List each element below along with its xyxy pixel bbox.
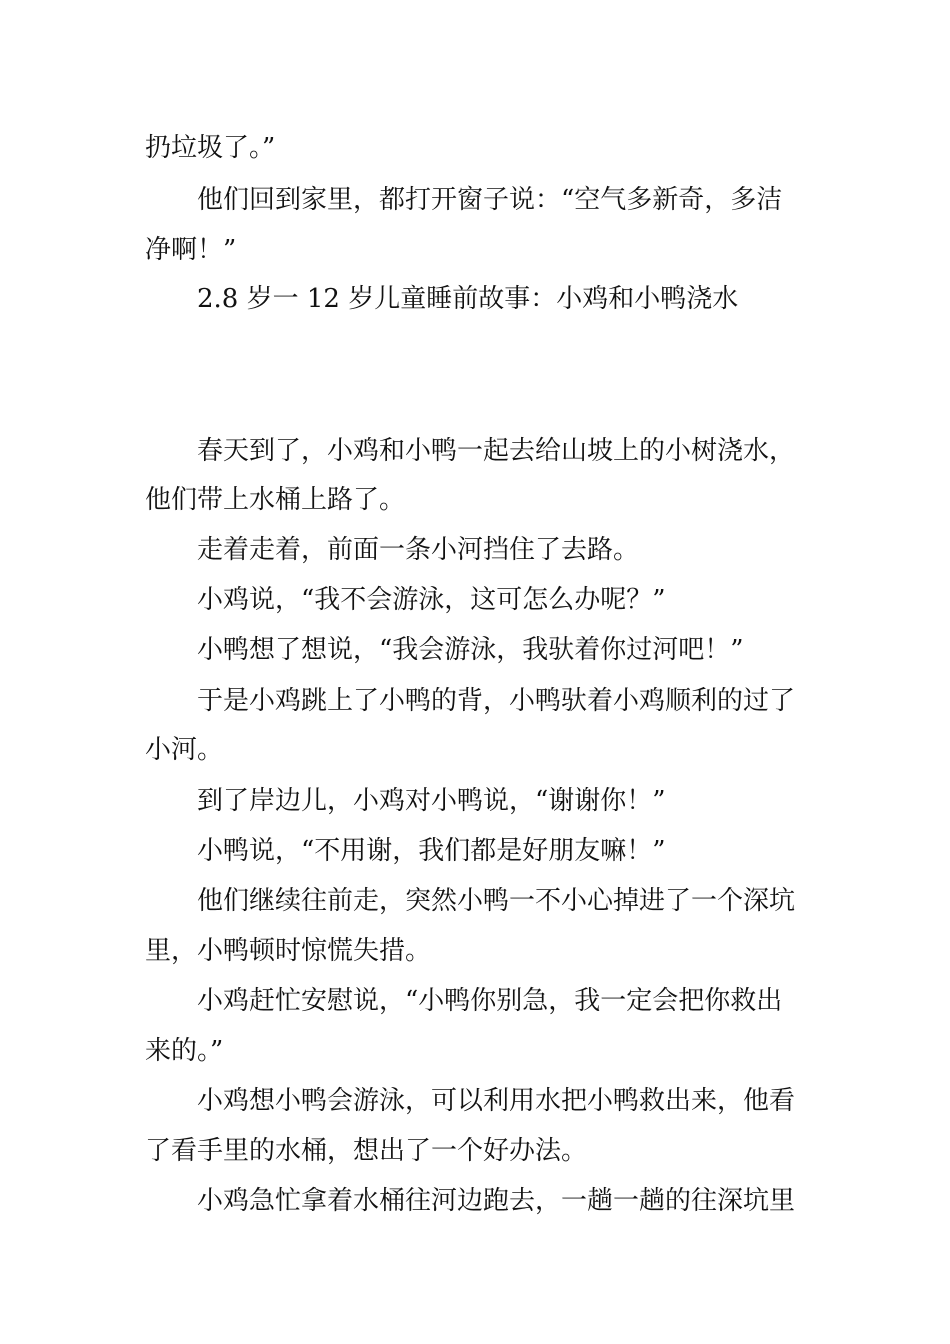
- text-line: 小鸡想小鸭会游泳，可以利用水把小鸭救出来，他看: [197, 1086, 796, 1116]
- text-line: 来的。”: [145, 1036, 224, 1066]
- text-line: 小鸡急忙拿着水桶往河边跑去，一趟一趟的往深坑里: [197, 1186, 796, 1216]
- text-line: 他们继续往前走，突然小鸭一不小心掉进了一个深坑: [197, 886, 796, 916]
- text-line: 小鸡赶忙安慰说，“小鸭你别急，我一定会把你救出: [197, 986, 783, 1016]
- text-line: 到了岸边儿，小鸡对小鸭说，“谢谢你！”: [197, 786, 666, 816]
- text-line: 于是小鸡跳上了小鸭的背，小鸭驮着小鸡顺利的过了: [197, 686, 796, 716]
- text-line: 小鸡说，“我不会游泳，这可怎么办呢？”: [197, 585, 666, 615]
- text-line: 小河。: [145, 735, 224, 765]
- text-line: 小鸭说，“不用谢，我们都是好朋友嘛！”: [197, 836, 666, 866]
- text-line: 走着走着，前面一条小河挡住了去路。: [197, 535, 640, 565]
- text-line: 他们回到家里，都打开窗子说：“空气多新奇，多洁: [197, 185, 783, 215]
- section-heading: 2.8 岁一 12 岁儿童睡前故事：小鸡和小鸭浇水: [197, 284, 739, 314]
- text-line: 里，小鸭顿时惊慌失措。: [145, 936, 432, 966]
- text-line: 了看手里的水桶，想出了一个好办法。: [145, 1136, 588, 1166]
- text-line: 扔垃圾了。”: [145, 133, 276, 163]
- text-line: 小鸭想了想说，“我会游泳，我驮着你过河吧！”: [197, 635, 744, 665]
- text-line: 春天到了，小鸡和小鸭一起去给山坡上的小树浇水，: [197, 436, 796, 466]
- text-line: 净啊！”: [145, 235, 237, 265]
- text-line: 他们带上水桶上路了。: [145, 485, 406, 515]
